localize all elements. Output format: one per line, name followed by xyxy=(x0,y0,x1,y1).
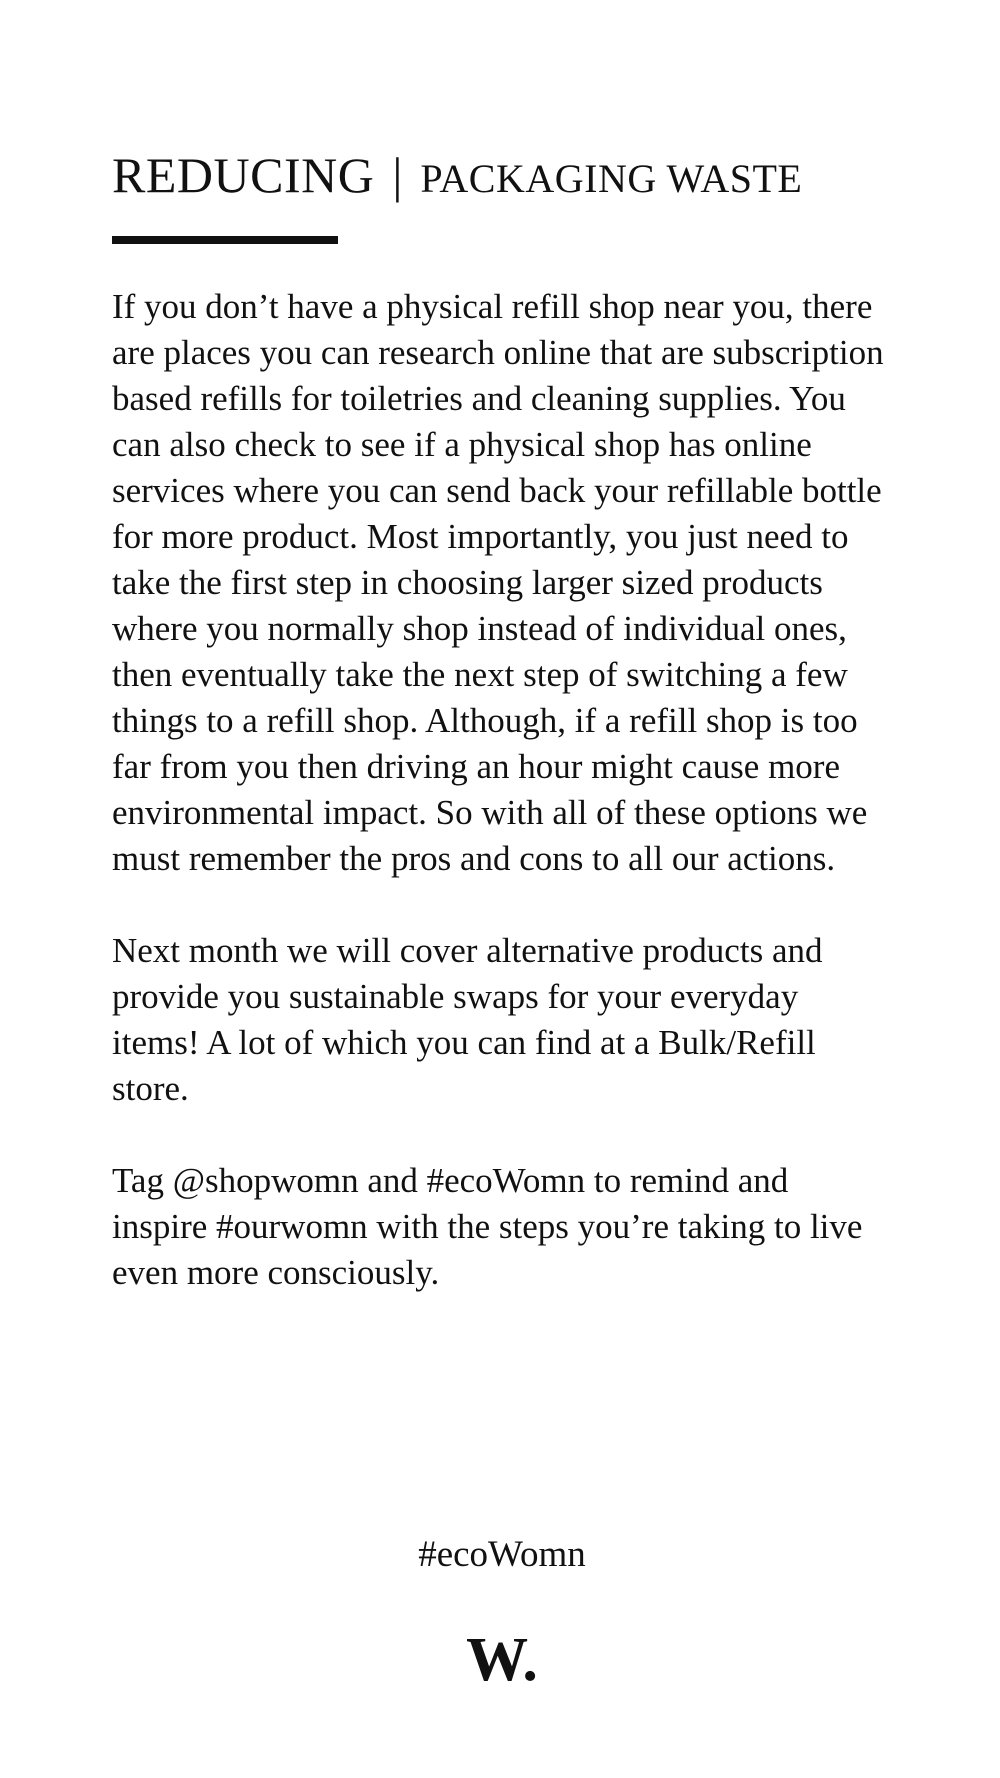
page-title xyxy=(112,147,803,203)
title-underline xyxy=(112,236,338,244)
title-separator: | xyxy=(392,147,403,203)
title-sub: PACKAGING WASTE xyxy=(420,156,803,201)
brand-logo: W. xyxy=(466,1626,538,1694)
footer-hashtag: #ecoWomn xyxy=(418,1534,586,1575)
paragraph-tag-cta: Tag @shopwomn and #ecoWomn to remind and inspire #ourwomn with the steps you’re taking to live even more consciously. xyxy=(112,1161,863,1292)
paragraph-refill-options: If you don’t have a physical refill shop near you, there are places you can research online that are subscription based refills for toiletries and cleaning supplies. You can also check to see if a physical shop has online services where you can send back your refillable bottle for more product. Most importantly, you just need to take the first step in choosing larger sized products where you normally shop instead of individual ones, then eventually take the next step of switching a few things to a refill shop. Although, if a refill shop is too far from you then driving an hour might cause more environmental impact. So with all of these options we must remember the pros and cons to all our actions. xyxy=(112,287,884,878)
paragraph-next-month: Next month we will cover alternative products and provide you sustainable swaps for your everyday items! A lot of which you can find at a Bulk/Refill store. xyxy=(112,931,823,1108)
title-main: REDUCING xyxy=(112,147,375,203)
article-body xyxy=(112,284,892,1342)
